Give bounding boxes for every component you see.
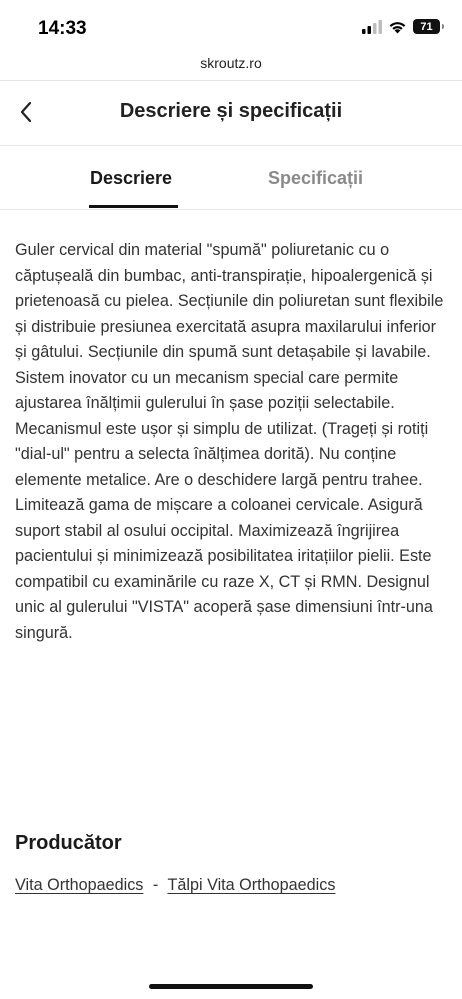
- cellular-signal-icon: [362, 20, 382, 34]
- tab-descriere[interactable]: Descriere: [90, 168, 173, 188]
- producer-separator: -: [152, 876, 159, 894]
- active-tab-indicator: [89, 205, 178, 208]
- tabs-divider: [0, 209, 462, 210]
- category-link[interactable]: Tălpi Vita Orthopaedics: [167, 876, 336, 894]
- page-header: [0, 82, 462, 144]
- home-indicator[interactable]: [149, 984, 313, 989]
- brand-link[interactable]: Vita Orthopaedics: [15, 876, 144, 894]
- product-description: Guler cervical din material "spumă" poliuretanic cu o căptușeală din bumbac, anti-transpirație, hipoalergenică și prietenoasă cu pielea. Secțiunile din poliuretan sunt flexibile și distribuie presiunea exercitată asupra maxilarului inferior și gâtului. Secțiunile din spumă sunt detașabile și lavabile. Sistem inovator cu un mecanism special care permite ajustarea înălțimii gulerului în șase poziții selectabile. Mecanismul este ușor și simplu de utilizat. (Trageți și rotiți "dial-ul" pentru a selecta înălțimea dorită). Nu conține elemente metalice. Are o deschidere largă pentru trahee. Limitează gama de mișcare a coloanei cervicale. Asigură suport stabil al osului occipital. Maximizează îngrijirea pacientului și minimizează posibilitatea iritațiilor pielii. Este compatibil cu examinările cu raze X, CT și RMN. Designul unic al gulerului "VISTA" acoperă șase dimensiuni într-una singură.: [15, 241, 444, 642]
- producer-heading: Producător: [15, 832, 122, 854]
- producer-links: [15, 876, 335, 895]
- wifi-icon: [388, 20, 407, 34]
- tab-specificatii[interactable]: Specificații: [268, 168, 364, 188]
- battery-level: 71: [420, 20, 433, 33]
- url-divider: [0, 80, 462, 81]
- status-time: 14:33: [38, 18, 87, 39]
- browser-url: skroutz.ro: [200, 55, 262, 71]
- page-title: Descriere și specificații: [119, 100, 343, 122]
- browser-url-bar[interactable]: [0, 50, 462, 78]
- status-icons: [362, 19, 440, 34]
- tab-bar: [0, 146, 462, 208]
- status-bar: [0, 0, 462, 50]
- battery-icon: [413, 19, 440, 34]
